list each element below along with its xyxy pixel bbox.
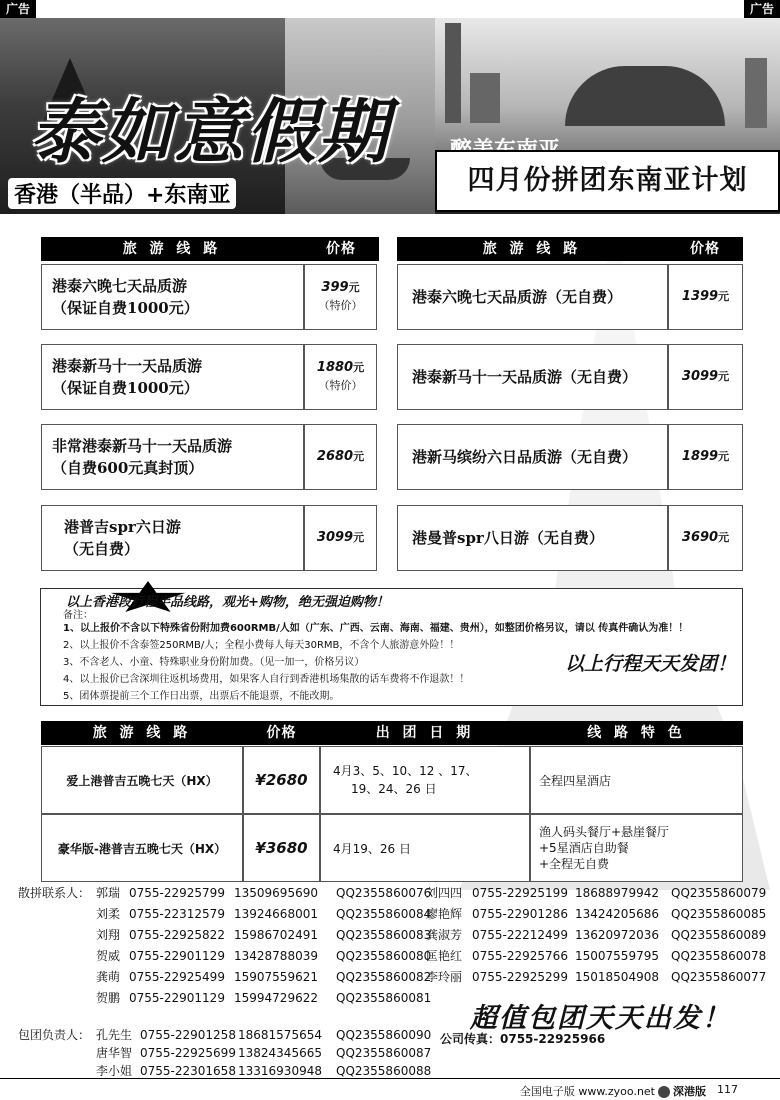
price-value: ¥2680 xyxy=(255,771,308,789)
contact-qq: QQ2355860076 xyxy=(336,886,432,900)
contact-mobile: 15986702491 xyxy=(234,928,318,942)
daily-departure: 以上行程天天发团！ xyxy=(564,653,736,675)
contact-name: 贺鹏 xyxy=(96,991,121,1005)
contact-tel: 0755-22901286 xyxy=(472,907,568,921)
route-name: 豪华版-港普吉五晚七天（HX） xyxy=(57,841,227,856)
tower-silhouette xyxy=(445,23,461,123)
contact-qq: QQ2355860087 xyxy=(336,1046,432,1060)
contact-name: 龚萌 xyxy=(96,970,121,984)
price-unit: 元 xyxy=(348,281,360,294)
contact-mobile: 13509695690 xyxy=(234,886,318,900)
route-condition: （保证自费1000元） xyxy=(52,299,199,317)
price-left-2 xyxy=(304,344,377,410)
contact-name: 龚淑芳 xyxy=(426,928,463,942)
price-value: 2680 xyxy=(316,449,354,464)
contact-mobile: 13428788039 xyxy=(234,949,318,963)
table-row-1-price xyxy=(243,746,320,814)
table-row-2-price xyxy=(243,814,320,882)
price-unit: 元 xyxy=(353,361,365,374)
header-route: 旅 游 线 路 xyxy=(41,721,243,745)
contact-name: 郭瑞 xyxy=(96,886,121,900)
contact-qq: QQ2355860078 xyxy=(671,949,767,963)
price-value: 3099 xyxy=(681,369,719,384)
note-item-4: 4、以上报价已含深圳往返机场费用，如果客人自行到香港机场集散的话车费将不作退款！！ xyxy=(63,674,470,685)
notes-title: 备注： xyxy=(63,610,93,621)
price-value: 3690 xyxy=(681,530,719,545)
contact-qq: QQ2355860082 xyxy=(336,970,432,984)
contact-tel: 0755-22212499 xyxy=(472,928,568,942)
route-left-2 xyxy=(41,344,304,410)
contact-row xyxy=(426,883,766,904)
contact-mobile: 18688979942 xyxy=(575,886,659,900)
contact-tel: 0755-22925499 xyxy=(129,970,225,984)
note-item-3: 3、不含老人、小童、特殊职业身份附加费。（见一加一，价格另议） xyxy=(63,657,365,668)
price-value: ¥3680 xyxy=(255,839,308,857)
contact-name: 刘四四 xyxy=(426,886,463,900)
table-row-1-route xyxy=(41,746,243,814)
footer-edition: 深港版 xyxy=(673,1085,706,1098)
route-right-4 xyxy=(397,505,668,571)
contact-row xyxy=(96,904,431,925)
contact-qq: QQ2355860085 xyxy=(671,907,767,921)
contact-tel: 0755-22901258 xyxy=(140,1028,236,1042)
contact-row xyxy=(426,925,766,946)
charter-slogan: 超值包团天天出发！ xyxy=(470,1003,731,1034)
page-number: 117 xyxy=(717,1083,738,1096)
route-name: 港泰六晚七天品质游（无自费） xyxy=(412,288,623,306)
plan-title: 四月份拼团东南亚计划 xyxy=(435,150,780,212)
price-value: 1899 xyxy=(681,449,719,464)
contact-mobile: 13424205686 xyxy=(575,907,659,921)
contact-row xyxy=(96,925,431,946)
route-right-1 xyxy=(397,264,668,330)
header-price: 价格 xyxy=(243,721,320,745)
route-condition: （无自费） xyxy=(64,540,140,558)
price-value: 1880 xyxy=(316,360,354,375)
contact-mobile: 13620972036 xyxy=(575,928,659,942)
route-right-2 xyxy=(397,344,668,410)
route-right-3 xyxy=(397,424,668,490)
price-value: 1399 xyxy=(681,289,719,304)
dates-line-2: 19、24、26 日 xyxy=(351,782,437,796)
group-contacts-label: 散拼联系人： xyxy=(18,886,91,900)
feature-item: 全程四星酒店 xyxy=(539,773,612,788)
contact-row xyxy=(96,946,431,967)
company-fax: 公司传真：0755-22925966 xyxy=(440,1032,606,1046)
contact-name: 唐华智 xyxy=(96,1046,133,1060)
contact-tel: 0755-22312579 xyxy=(129,907,225,921)
contact-row xyxy=(96,988,431,1009)
price-note: （特价） xyxy=(318,299,363,312)
contact-mobile: 15907559621 xyxy=(234,970,318,984)
header-route-right: 旅 游 线 路 xyxy=(397,237,667,261)
contact-qq: QQ2355860084 xyxy=(336,907,432,921)
route-condition: （保证自费1000元） xyxy=(52,379,199,397)
price-right-4 xyxy=(668,505,743,571)
route-left-3 xyxy=(41,424,304,490)
price-right-3 xyxy=(668,424,743,490)
contact-row xyxy=(96,967,431,988)
contact-qq: QQ2355860090 xyxy=(336,1028,432,1042)
contact-name: 李小姐 xyxy=(96,1064,133,1078)
contact-row xyxy=(426,967,766,988)
route-name: 港新马缤纷六日品质游（无自费） xyxy=(412,448,638,466)
contact-row xyxy=(426,904,766,925)
contact-tel: 0755-22925199 xyxy=(472,886,568,900)
contact-row xyxy=(426,946,766,967)
price-unit: 元 xyxy=(718,531,730,544)
table-row-2-dates xyxy=(320,814,530,882)
price-unit: 元 xyxy=(353,450,365,463)
table-row-1-dates xyxy=(320,746,530,814)
contact-name: 贺威 xyxy=(96,949,121,963)
price-unit: 元 xyxy=(353,531,365,544)
dates-line-1: 4月3、5、10、12 、17、 xyxy=(333,764,478,778)
contact-name: 匡艳红 xyxy=(426,949,463,963)
price-left-1 xyxy=(304,264,377,330)
note-item-1: 1、以上报价不含以下特殊省份附加费600RMB/人如（广东、广西、云南、海南、福建、贵州），如整团价格另议，请以 传真件确认为准！！ xyxy=(63,623,689,634)
ad-label-right: 广告 xyxy=(744,0,780,18)
route-left-1 xyxy=(41,264,304,330)
brand-title: 泰如意假期 xyxy=(30,90,390,173)
route-name: 港泰新马十一天品质游（无自费） xyxy=(412,368,638,386)
contact-tel: 0755-22925766 xyxy=(472,949,568,963)
feature-item: +全程无自费 xyxy=(539,857,610,871)
route-name: 港曼普spr八日游（无自费） xyxy=(412,529,604,547)
route-name: 爱上港普吉五晚七天（HX） xyxy=(66,773,218,788)
contact-tel: 0755-22925699 xyxy=(140,1046,236,1060)
price-value: 399 xyxy=(321,280,349,295)
contact-tel: 0755-22925799 xyxy=(129,886,225,900)
header-route-left: 旅 游 线 路 xyxy=(41,237,303,261)
route-type: 香港（半品）+东南亚 xyxy=(8,178,236,209)
route-name: 港泰六晚七天品质游 xyxy=(52,277,188,295)
note-item-5: 5、团体票提前三个工作日出票，出票后不能退票，不能改期。 xyxy=(63,691,340,702)
contact-name: 刘柔 xyxy=(96,907,121,921)
price-value: 3099 xyxy=(316,530,354,545)
price-unit: 元 xyxy=(718,450,730,463)
route-condition: （自费600元真封顶） xyxy=(52,459,204,477)
price-left-3 xyxy=(304,424,377,490)
page-footer xyxy=(0,1078,780,1100)
contact-mobile: 15018504908 xyxy=(575,970,659,984)
notes-box xyxy=(40,588,743,706)
contact-mobile: 18681575654 xyxy=(238,1028,322,1042)
price-right-2 xyxy=(668,344,743,410)
contact-qq: QQ2355860077 xyxy=(671,970,767,984)
notes-lead: 以上香港段行程半品线路，观光+购物，绝无强迫购物！ xyxy=(66,595,389,610)
contact-qq: QQ2355860083 xyxy=(336,928,432,942)
contact-name: 廖艳辉 xyxy=(426,907,463,921)
contact-name: 刘翔 xyxy=(96,928,121,942)
contact-name: 李玲丽 xyxy=(426,970,463,984)
contact-mobile: 13824345665 xyxy=(238,1046,322,1060)
contact-mobile: 13316930948 xyxy=(238,1064,322,1078)
feature-item: 渔人码头餐厅+悬崖餐厅 xyxy=(539,825,670,839)
price-unit: 元 xyxy=(718,370,730,383)
dates-line-1: 4月19、26 日 xyxy=(333,841,411,856)
route-name: 港普吉spr六日游 xyxy=(64,518,181,536)
contact-tel: 0755-22301658 xyxy=(140,1064,236,1078)
contact-qq: QQ2355860080 xyxy=(336,949,432,963)
contact-tel: 0755-22925822 xyxy=(129,928,225,942)
route-name: 港泰新马十一天品质游 xyxy=(52,357,203,375)
table-row-1-features xyxy=(530,746,743,814)
ad-label-left: 广告 xyxy=(0,0,36,18)
route-name: 非常港泰新马十一天品质游 xyxy=(52,437,233,455)
header-price-right: 价格 xyxy=(667,237,743,261)
contact-mobile: 15994729622 xyxy=(234,991,318,1005)
contact-qq: QQ2355860079 xyxy=(671,886,767,900)
contact-tel: 0755-22925299 xyxy=(472,970,568,984)
header-dates: 出 团 日 期 xyxy=(320,721,530,745)
contact-mobile: 13924668001 xyxy=(234,907,318,921)
route-left-4 xyxy=(41,505,304,571)
contact-mobile: 15007559795 xyxy=(575,949,659,963)
building-silhouette xyxy=(470,73,500,123)
globe-logo-icon xyxy=(658,1086,670,1098)
contact-qq: QQ2355860089 xyxy=(671,928,767,942)
header-features: 线 路 特 色 xyxy=(530,721,743,745)
note-item-2: 2、以上报价不含泰签250RMB/人；全程小费每人每天30RMB，不含个人旅游意外险！！ xyxy=(63,640,460,651)
charter-contacts-label: 包团负责人： xyxy=(18,1028,91,1042)
feature-item: +5星酒店自助餐 xyxy=(539,841,629,855)
building-silhouette-right xyxy=(745,58,767,128)
contact-qq: QQ2355860088 xyxy=(336,1064,432,1078)
footer-site: 全国电子版 www.zyoo.net xyxy=(519,1085,655,1098)
price-left-4 xyxy=(304,505,377,571)
contact-name: 孔先生 xyxy=(96,1028,133,1042)
price-right-1 xyxy=(668,264,743,330)
table-row-2-features xyxy=(530,814,743,882)
price-unit: 元 xyxy=(718,290,730,303)
price-note: （特价） xyxy=(318,379,363,392)
table-row-2-route xyxy=(41,814,243,882)
header-price-left: 价格 xyxy=(303,237,379,261)
contact-qq: QQ2355860081 xyxy=(336,991,432,1005)
contact-tel: 0755-22901129 xyxy=(129,949,225,963)
contact-tel: 0755-22901129 xyxy=(129,991,225,1005)
contact-row xyxy=(96,883,431,904)
